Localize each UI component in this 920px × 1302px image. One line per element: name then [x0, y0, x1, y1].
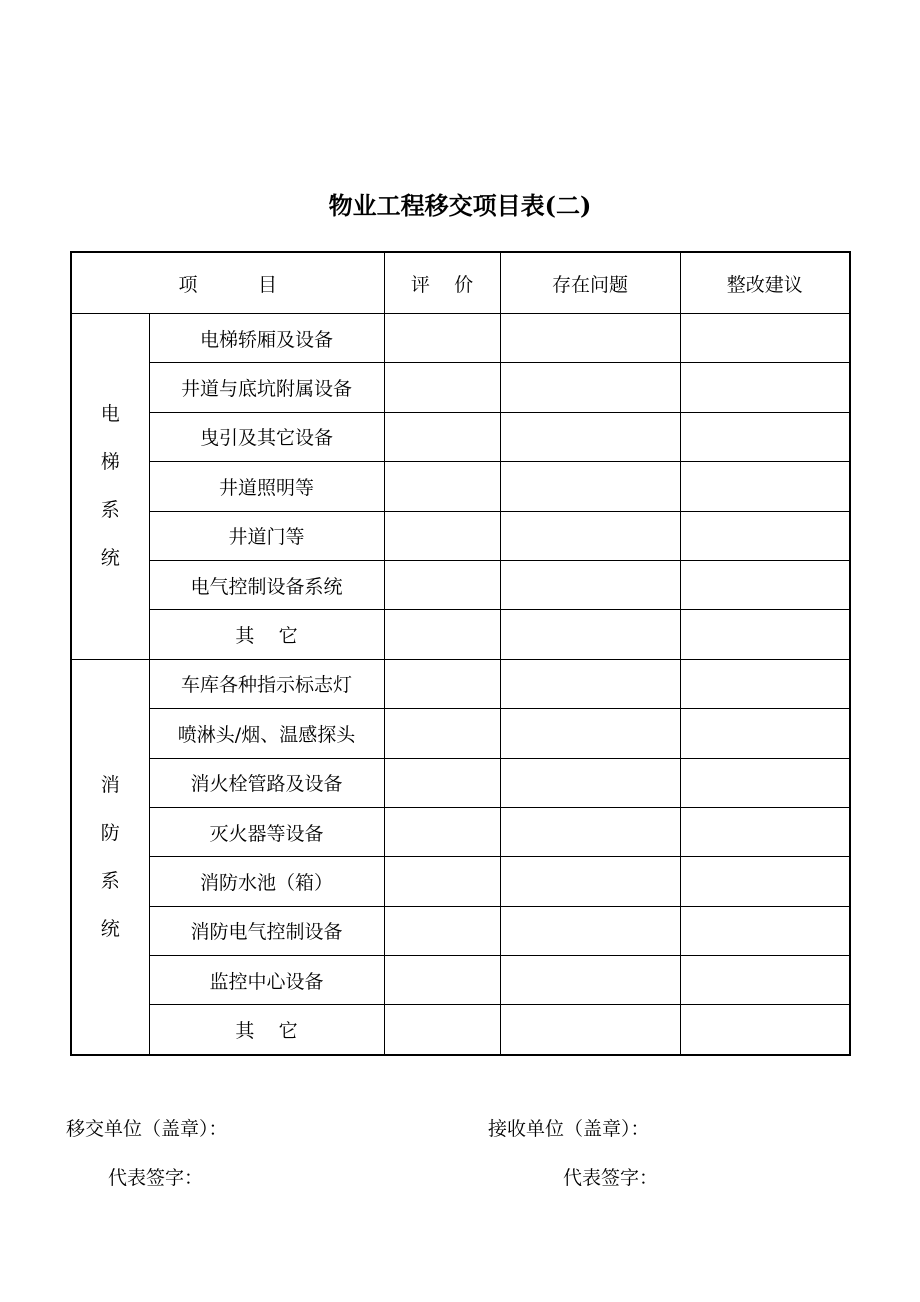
item-name: 井道门等 [149, 511, 384, 560]
item-name: 其 它 [149, 1005, 384, 1055]
item-name: 消防电气控制设备 [149, 906, 384, 955]
suggestions-cell[interactable] [680, 807, 850, 856]
problems-cell[interactable] [500, 314, 680, 363]
problems-cell[interactable] [500, 807, 680, 856]
suggestions-cell[interactable] [680, 511, 850, 560]
header-row [71, 252, 850, 314]
suggestions-cell[interactable] [680, 412, 850, 461]
table-row [71, 906, 850, 955]
suggestions-cell[interactable] [680, 906, 850, 955]
receiving-unit-label: 接收单位（盖章）： [488, 1118, 650, 1140]
evaluation-cell[interactable] [384, 560, 500, 609]
item-name: 灭火器等设备 [149, 807, 384, 856]
problems-cell[interactable] [500, 709, 680, 758]
table-row [71, 560, 850, 609]
evaluation-cell[interactable] [384, 906, 500, 955]
evaluation-cell[interactable] [384, 758, 500, 807]
item-name: 井道与底坑附属设备 [149, 363, 384, 412]
header-evaluation: 评 价 [384, 252, 500, 314]
suggestions-cell[interactable] [680, 462, 850, 511]
rep-signature-left: 代表签字： [108, 1167, 204, 1189]
suggestions-cell[interactable] [680, 709, 850, 758]
item-name: 喷淋头/烟、温感探头 [149, 709, 384, 758]
item-name: 电梯轿厢及设备 [149, 314, 384, 363]
table-row [71, 956, 850, 1005]
suggestions-cell[interactable] [680, 956, 850, 1005]
table-row [71, 511, 850, 560]
table-row [71, 857, 850, 906]
problems-cell[interactable] [500, 659, 680, 708]
item-name: 消防水池（箱） [149, 857, 384, 906]
header-problems: 存在问题 [500, 252, 680, 314]
category-cell [71, 314, 149, 660]
problems-cell[interactable] [500, 758, 680, 807]
problems-cell[interactable] [500, 560, 680, 609]
suggestions-cell[interactable] [680, 314, 850, 363]
evaluation-cell[interactable] [384, 956, 500, 1005]
problems-cell[interactable] [500, 610, 680, 659]
problems-cell[interactable] [500, 857, 680, 906]
evaluation-cell[interactable] [384, 857, 500, 906]
item-name: 监控中心设备 [149, 956, 384, 1005]
table-row [71, 1005, 850, 1055]
suggestions-cell[interactable] [680, 560, 850, 609]
problems-cell[interactable] [500, 906, 680, 955]
problems-cell[interactable] [500, 956, 680, 1005]
evaluation-cell[interactable] [384, 1005, 500, 1055]
header-item: 项 目 [71, 252, 384, 314]
evaluation-cell[interactable] [384, 807, 500, 856]
evaluation-cell[interactable] [384, 363, 500, 412]
handover-unit-label: 移交单位（盖章）： [66, 1118, 228, 1140]
table-row [71, 610, 850, 659]
handover-table [70, 251, 851, 1056]
table-row [71, 659, 850, 708]
evaluation-cell[interactable] [384, 314, 500, 363]
table-row [71, 363, 850, 412]
table-row [71, 314, 850, 363]
item-name: 电气控制设备系统 [149, 560, 384, 609]
evaluation-cell[interactable] [384, 462, 500, 511]
page-title: 物业工程移交项目表(二) [328, 191, 592, 220]
item-name: 车库各种指示标志灯 [149, 659, 384, 708]
problems-cell[interactable] [500, 363, 680, 412]
item-name: 曳引及其它设备 [149, 412, 384, 461]
table-row [71, 412, 850, 461]
item-name: 井道照明等 [149, 462, 384, 511]
problems-cell[interactable] [500, 1005, 680, 1055]
evaluation-cell[interactable] [384, 709, 500, 758]
suggestions-cell[interactable] [680, 758, 850, 807]
table-row [71, 807, 850, 856]
suggestions-cell[interactable] [680, 363, 850, 412]
item-name: 其 它 [149, 610, 384, 659]
category-cell [71, 659, 149, 1055]
problems-cell[interactable] [500, 462, 680, 511]
evaluation-cell[interactable] [384, 659, 500, 708]
table-row [71, 462, 850, 511]
table-row [71, 758, 850, 807]
item-name: 消火栓管路及设备 [149, 758, 384, 807]
problems-cell[interactable] [500, 511, 680, 560]
suggestions-cell[interactable] [680, 659, 850, 708]
category-label: 消 防 系 统 [100, 773, 120, 940]
evaluation-cell[interactable] [384, 511, 500, 560]
header-suggestions: 整改建议 [680, 252, 850, 314]
suggestions-cell[interactable] [680, 1005, 850, 1055]
problems-cell[interactable] [500, 412, 680, 461]
evaluation-cell[interactable] [384, 412, 500, 461]
suggestions-cell[interactable] [680, 610, 850, 659]
category-label: 电 梯 系 统 [100, 403, 120, 570]
evaluation-cell[interactable] [384, 610, 500, 659]
rep-signature-right: 代表签字： [563, 1167, 659, 1189]
suggestions-cell[interactable] [680, 857, 850, 906]
table-row [71, 709, 850, 758]
